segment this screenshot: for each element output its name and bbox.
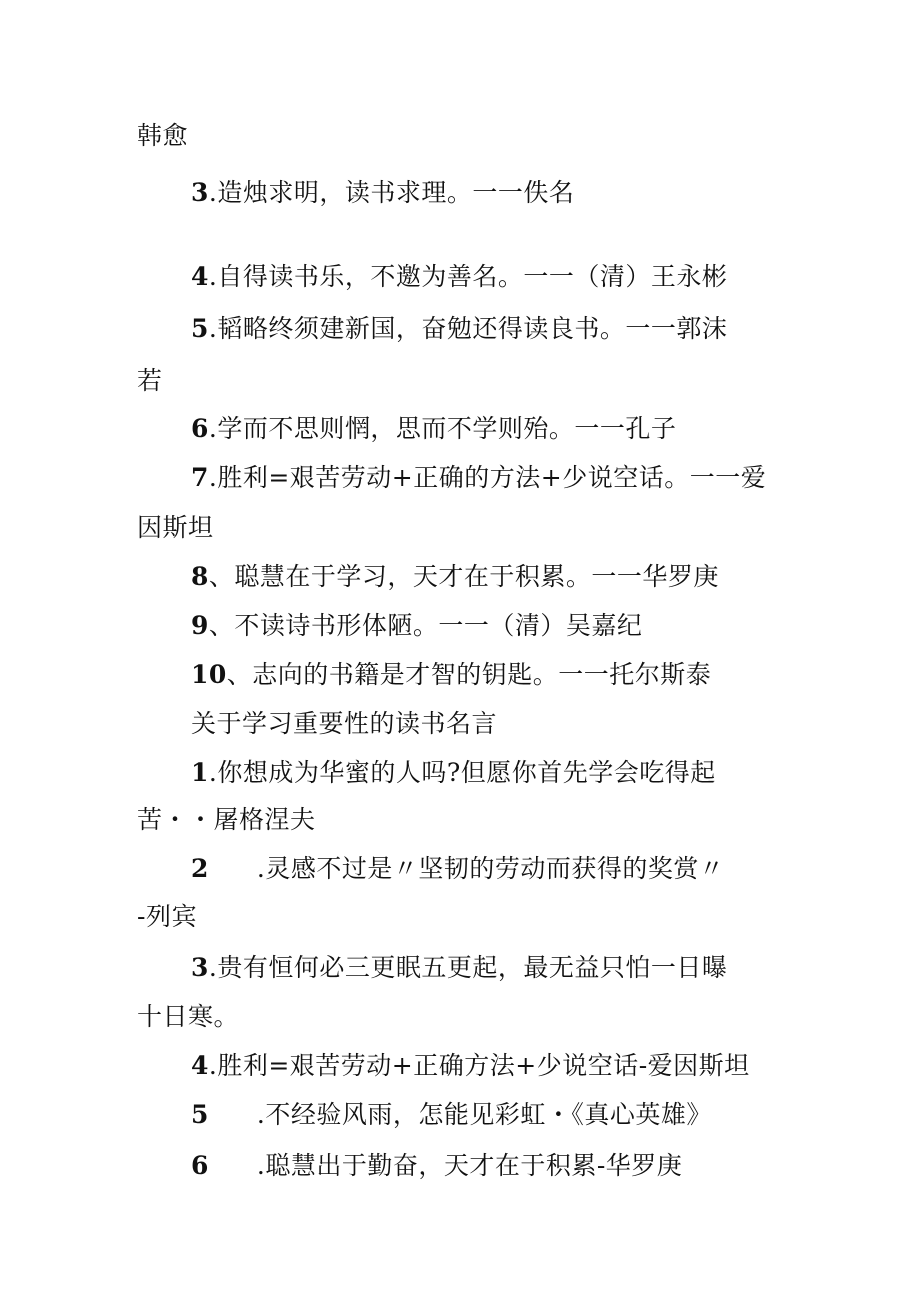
quote-item-4	[191, 262, 727, 292]
quote2-item-4	[191, 1051, 750, 1081]
quote-item-10	[191, 660, 711, 690]
quote2-item-1	[191, 758, 716, 788]
quote2-item-1-continuation	[137, 805, 316, 835]
quote-text-continued: 十日寒。	[137, 1002, 240, 1031]
item-number: 8	[191, 562, 209, 591]
section-heading-text: 关于学习重要性的读书名言	[191, 709, 498, 738]
quote-item-7	[191, 463, 766, 493]
quote-item-8	[191, 562, 719, 592]
item-number: 9	[191, 611, 209, 640]
item-number: 2	[191, 854, 209, 883]
quote-text: .胜利=艰苦劳动+正确方法+少说空话-爱因斯坦	[208, 1051, 750, 1080]
item-number: 6	[191, 1151, 209, 1180]
quote2-item-6	[191, 1151, 682, 1181]
quote-item-7-continuation	[137, 513, 214, 543]
quote-item-6	[191, 414, 676, 444]
quote-text: .韬略终须建新国，奋勉还得读良书。一一郭沫	[208, 314, 728, 343]
quote-text: .不经验风雨，怎能见彩虹・《真心英雄》	[256, 1100, 712, 1129]
item-number: 3	[191, 953, 209, 982]
carry-line: 韩愈	[137, 121, 189, 150]
quote-text-continued: 因斯坦	[137, 513, 214, 542]
item-number: 1	[191, 758, 209, 787]
quote-text: .学而不思则惘，思而不学则殆。一一孔子	[208, 414, 677, 443]
quote-item-5-continuation	[137, 366, 163, 396]
quote-item-3	[191, 178, 574, 208]
quote-text-continued: -列宾	[137, 902, 197, 931]
quote-text: 、聪慧在于学习，天才在于积累。一一华罗庚	[208, 562, 719, 591]
item-number: 5	[191, 314, 209, 343]
quote-text-continued: 若	[137, 366, 163, 395]
quote2-item-3	[191, 953, 727, 983]
item-number: 4	[191, 262, 209, 291]
item-number: 5	[191, 1100, 209, 1129]
quote2-item-2-continuation	[137, 902, 197, 932]
quote-text: 、志向的书籍是才智的钥匙。一一托尔斯泰	[226, 660, 712, 689]
quote-text: .造烛求明，读书求理。一一佚名	[208, 178, 575, 207]
quote-item-9	[191, 611, 642, 641]
quote2-item-3-continuation	[137, 1002, 239, 1032]
quote-attribution-continuation	[137, 121, 188, 151]
quote-text: .贵有恒何必三更眠五更起，最无益只怕一日曝	[208, 953, 728, 982]
quote-text: .聪慧出于勤奋，天才在于积累-华罗庚	[256, 1151, 683, 1180]
quote2-item-5	[191, 1100, 712, 1130]
quote-item-5	[191, 314, 727, 344]
quote-text: 、不读诗书形体陋。一一（清）吴嘉纪	[208, 611, 643, 640]
item-number: 10	[191, 660, 227, 689]
quote2-item-2	[191, 854, 724, 884]
quote-text: .灵感不过是〃坚韧的劳动而获得的奖赏〃	[256, 854, 725, 883]
quote-text: .胜利=艰苦劳动+正确的方法+少说空话。一一爱	[208, 463, 767, 492]
section-heading	[191, 709, 497, 739]
item-number: 6	[191, 414, 209, 443]
item-number: 4	[191, 1051, 209, 1080]
quote-text: .你想成为华蜜的人吗?但愿你首先学会吃得起	[208, 758, 716, 787]
item-number: 7	[191, 463, 209, 492]
item-number: 3	[191, 178, 209, 207]
quote-text-continued: 苦・・屠格涅夫	[137, 805, 316, 834]
quote-text: .自得读书乐，不邀为善名。一一（清）王永彬	[208, 262, 728, 291]
